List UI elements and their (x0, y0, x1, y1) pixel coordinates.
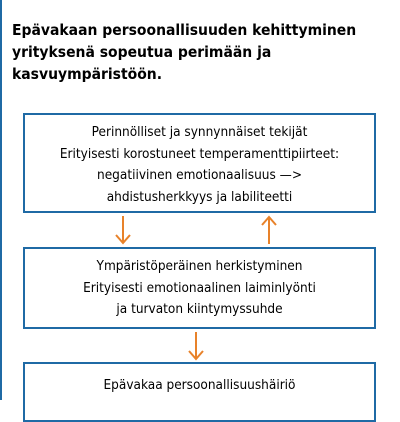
box-1-line-3: negatiivinen emotionaalisuus —> (97, 167, 302, 183)
box-2-line-2: Erityisesti emotionaalinen laiminlyönti (83, 279, 316, 296)
box-3-line-1: Epävakaa persoonallisuushäiriö (103, 377, 296, 393)
diagram-title (12, 19, 392, 85)
title-line-1: Epävakaan persoonallisuuden kehittyminen (12, 21, 357, 39)
down-arrow-icon (113, 213, 133, 247)
down-arrow-icon (186, 329, 206, 362)
box-2-line-3: ja turvaton kiintymyssuhde (116, 301, 283, 317)
factor-box-inherited (23, 113, 376, 213)
up-arrow-icon (259, 213, 279, 247)
title-line-2: yrityksenä sopeutua perimään ja (12, 43, 272, 61)
box-1-line-1: Perinnölliset ja synnynnäiset tekijät (91, 124, 308, 140)
box-2-line-1: Ympäristöperäinen herkistyminen (96, 258, 303, 274)
box-1-line-2: Erityisesti korostuneet temperamenttipiirteet: (59, 145, 340, 162)
factor-box-environment (23, 247, 376, 329)
title-line-3: kasvuympäristöön. (12, 65, 163, 83)
left-accent-rule (0, 0, 2, 400)
outcome-box-disorder (23, 362, 376, 422)
box-1-line-4: ahdistusherkkyys ja labiliteetti (106, 188, 293, 205)
